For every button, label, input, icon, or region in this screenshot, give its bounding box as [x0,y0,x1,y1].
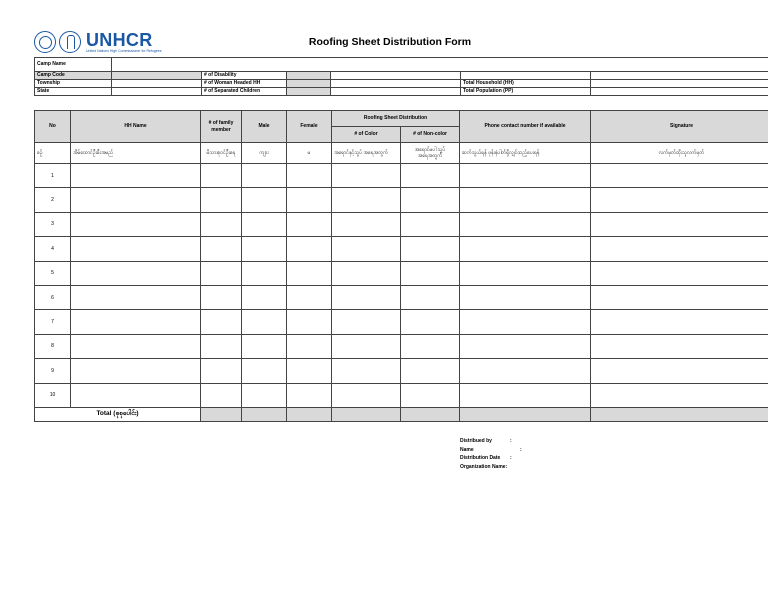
row-cell[interactable] [332,237,401,261]
row-cell[interactable] [401,359,460,383]
row-cell[interactable] [201,212,242,236]
row-cell[interactable] [401,261,460,285]
row-cell[interactable] [460,285,591,309]
table-row [35,359,768,383]
row-cell[interactable] [332,285,401,309]
mm-female: မ [287,143,332,164]
mm-no: စဉ် [35,143,71,164]
township-label: Township [35,80,112,88]
header-hh-name: HH Name [71,111,201,143]
row-cell[interactable] [287,334,332,358]
row-cell[interactable] [287,164,332,188]
row-number: 5 [35,261,71,285]
colon: : [520,446,522,453]
mm-family-member: မိသားစုဝင်ဦးရေ [201,143,242,164]
row-cell[interactable] [332,188,401,212]
row-cell[interactable] [287,237,332,261]
row-cell[interactable] [242,285,287,309]
row-number: 6 [35,285,71,309]
row-number: 3 [35,212,71,236]
header-signature: Signature [591,111,768,143]
row-cell[interactable] [287,188,332,212]
total-cell[interactable] [287,407,332,421]
row-cell[interactable] [242,212,287,236]
row-cell[interactable] [401,212,460,236]
row-number: 8 [35,334,71,358]
row-cell[interactable] [242,237,287,261]
info-blank-cell[interactable] [591,72,768,80]
table-row [35,334,768,358]
row-cell[interactable] [71,334,201,358]
header-family-member: # of family member [201,111,242,143]
row-cell[interactable] [287,310,332,334]
row-cell[interactable] [401,334,460,358]
row-cell[interactable] [287,212,332,236]
mm-male: ကျား [242,143,287,164]
woman-headed-label: # of Woman Headed HH [202,80,287,88]
row-cell[interactable] [201,383,242,407]
row-number: 2 [35,188,71,212]
row-cell[interactable] [71,310,201,334]
row-cell[interactable] [242,310,287,334]
row-cell[interactable] [242,261,287,285]
row-number: 9 [35,359,71,383]
total-cell[interactable] [332,407,401,421]
distribution-table [34,110,768,422]
colon: : [510,438,512,444]
total-population-label: Total Population (PP) [461,88,591,96]
row-cell[interactable] [332,310,401,334]
row-cell[interactable] [332,334,401,358]
logo-text [86,31,161,53]
total-cell[interactable] [201,407,242,421]
mm-non-color: အရောင်မပါ သွပ် အရေအတွက် [401,143,460,164]
row-cell[interactable] [242,188,287,212]
logo-subtext: United Nations High Commissioner for Refugees [86,49,162,53]
row-cell[interactable] [201,164,242,188]
header-female: Female [287,111,332,143]
row-cell[interactable] [71,383,201,407]
distribution-date-label: Distribution Date [460,455,501,461]
disability-label: # of Disability [202,72,287,80]
row-cell[interactable] [287,261,332,285]
state-label: State [35,88,112,96]
camp-info-table [34,57,768,96]
header-phone: Phone contact number if available [460,111,591,143]
total-household-field[interactable] [591,80,768,88]
row-cell[interactable] [460,164,591,188]
separated-children-label: # of Separated Children [202,88,287,96]
row-cell[interactable] [332,164,401,188]
row-cell[interactable] [401,383,460,407]
row-cell[interactable] [287,285,332,309]
info-blank-cell[interactable] [331,80,461,88]
colon: : [510,455,512,461]
row-cell[interactable] [591,310,768,334]
row-cell[interactable] [201,237,242,261]
total-household-label: Total Household (HH) [461,80,591,88]
row-cell[interactable] [460,237,591,261]
header-roofing-group: Roofing Sheet Distribution [332,111,460,127]
table-row [35,212,768,236]
total-cell[interactable] [460,407,591,421]
total-label: Total (စုစုပေါင်း) [35,407,201,421]
signoff-block [460,437,522,471]
camp-name-field[interactable] [112,58,768,72]
row-cell[interactable] [591,237,768,261]
row-cell[interactable] [242,383,287,407]
un-emblem-icon [34,31,56,53]
total-cell[interactable] [242,407,287,421]
row-cell[interactable] [591,188,768,212]
row-cell[interactable] [201,261,242,285]
table-row [35,285,768,309]
state-field[interactable] [112,88,202,96]
header-male: Male [242,111,287,143]
camp-code-label: Camp Code [35,72,112,80]
distributed-by-label: Distribued by [460,438,492,444]
row-cell[interactable] [460,310,591,334]
row-cell[interactable] [71,212,201,236]
row-cell[interactable] [460,334,591,358]
table-row [35,310,768,334]
row-number: 10 [35,383,71,407]
table-row [35,261,768,285]
row-cell[interactable] [201,188,242,212]
header-no: No [35,111,71,143]
mm-hh-name: အိမ်ထောင်ဦးစီးအမည် [71,143,201,164]
township-field[interactable] [112,80,202,88]
row-cell[interactable] [591,359,768,383]
row-cell[interactable] [460,212,591,236]
row-cell[interactable] [591,212,768,236]
row-cell[interactable] [460,359,591,383]
unhcr-emblem-icon [59,31,81,53]
row-cell[interactable] [201,359,242,383]
info-blank-cell[interactable] [331,88,461,96]
separated-children-field[interactable] [287,88,331,96]
logo-wordmark: UNHCR [86,30,153,50]
row-cell[interactable] [332,261,401,285]
form-title: Roofing Sheet Distribution Form [308,36,472,48]
row-cell[interactable] [401,237,460,261]
row-cell[interactable] [242,334,287,358]
row-cell[interactable] [401,188,460,212]
mm-color: အရောင်နှင့်သွပ် အရေအတွက် [332,143,401,164]
total-cell[interactable] [401,407,460,421]
camp-code-field[interactable] [112,72,202,80]
table-row [35,383,768,407]
mm-signature: လက်မှတ်ထိုးသူလက်မှတ် [591,143,768,164]
row-cell[interactable] [71,285,201,309]
row-cell[interactable] [201,285,242,309]
row-cell[interactable] [591,285,768,309]
row-cell[interactable] [242,359,287,383]
row-cell[interactable] [591,334,768,358]
row-cell[interactable] [401,285,460,309]
row-cell[interactable] [401,164,460,188]
header-color: # of Color [332,127,401,143]
row-cell[interactable] [287,359,332,383]
row-cell[interactable] [460,383,591,407]
table-row [35,237,768,261]
name-label: Name [460,446,474,453]
row-cell[interactable] [71,359,201,383]
table-row [35,188,768,212]
row-cell[interactable] [332,359,401,383]
row-cell[interactable] [332,383,401,407]
mm-phone: ဆက်သွယ်ရန် ဖုန်းနံပါတ်ရှိလျှင်ထည့်ပေးရန် [460,143,591,164]
row-cell[interactable] [591,164,768,188]
camp-name-label: Camp Name [35,58,112,72]
info-blank-cell[interactable] [331,72,461,80]
row-cell[interactable] [71,188,201,212]
row-cell[interactable] [71,237,201,261]
row-cell[interactable] [591,261,768,285]
info-blank-cell[interactable] [461,72,591,80]
row-cell[interactable] [401,310,460,334]
row-cell[interactable] [460,261,591,285]
table-row [35,164,768,188]
row-cell[interactable] [201,334,242,358]
row-cell[interactable] [332,212,401,236]
row-cell[interactable] [71,261,201,285]
row-cell[interactable] [287,383,332,407]
row-cell[interactable] [201,310,242,334]
total-population-field[interactable] [591,88,768,96]
total-cell[interactable] [591,407,768,421]
row-number: 1 [35,164,71,188]
woman-headed-field[interactable] [287,80,331,88]
row-cell[interactable] [460,188,591,212]
header-non-color: # of Non-color [401,127,460,143]
disability-field[interactable] [287,72,331,80]
organization-name-label: Organization Name: [460,463,508,470]
row-cell[interactable] [591,383,768,407]
row-number: 4 [35,237,71,261]
row-cell[interactable] [71,164,201,188]
row-number: 7 [35,310,71,334]
unhcr-logo [34,31,161,57]
row-cell[interactable] [242,164,287,188]
